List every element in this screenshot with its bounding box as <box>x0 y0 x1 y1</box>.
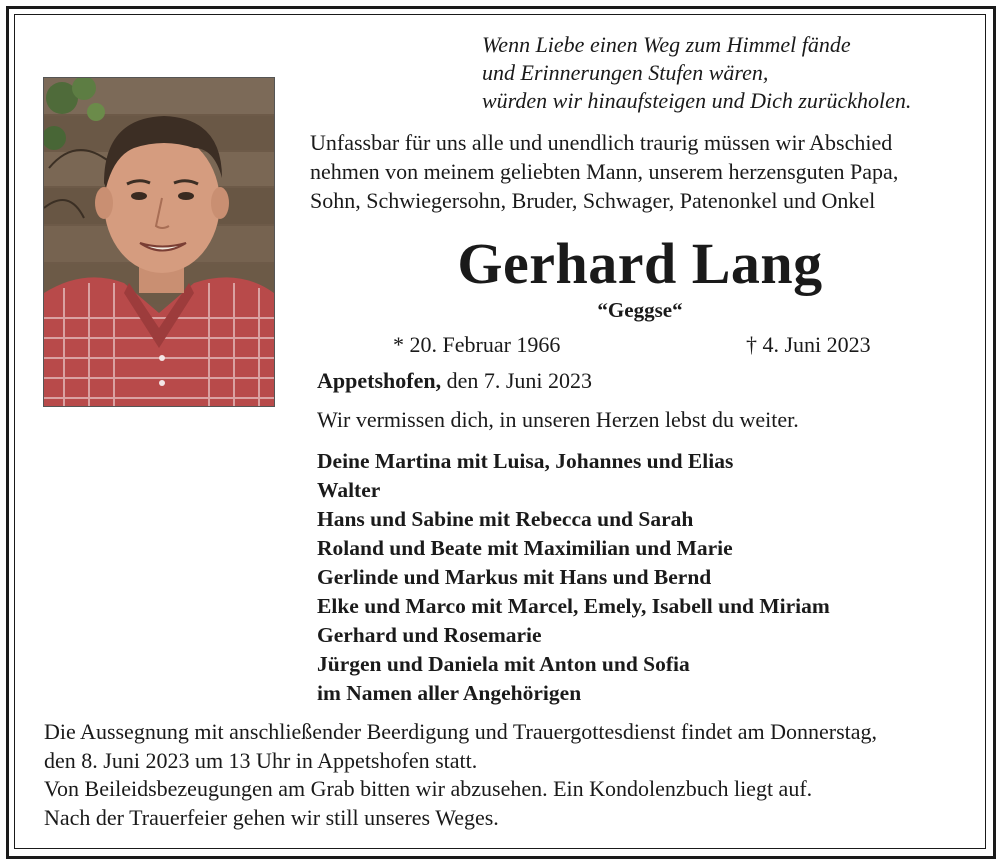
family-line: Walter <box>317 478 381 502</box>
birth-date: * 20. Februar 1966 <box>393 332 561 357</box>
funeral-notice <box>44 718 974 832</box>
poem-line: Wenn Liebe einen Weg zum Himmel fände <box>482 32 851 57</box>
notice-line: Die Aussegnung mit anschließender Beerdigung und Trauergottesdienst findet am Donnerstag, <box>44 719 878 744</box>
family-list <box>317 447 830 708</box>
family-line: Hans und Sabine mit Rebecca und Sarah <box>317 507 694 531</box>
deceased-nickname: “Geggse“ <box>597 298 683 322</box>
intro-line: nehmen von meinem geliebten Mann, unserem herzensguten Papa, <box>310 159 899 184</box>
poem-line: würden wir hinaufsteigen und Dich zurückholen. <box>482 88 912 113</box>
family-line: Deine Martina mit Luisa, Johannes und Elias <box>317 449 734 473</box>
place: Appetshofen, <box>317 368 442 393</box>
family-line: Gerhard und Rosemarie <box>317 623 542 647</box>
memorial-message: Wir vermissen dich, in unseren Herzen lebst du weiter. <box>317 407 799 432</box>
intro-line: Unfassbar für uns alle und unendlich traurig müssen wir Abschied <box>310 130 893 155</box>
family-line: im Namen aller Angehörigen <box>317 681 582 705</box>
intro-text <box>310 128 970 215</box>
notice-line: Nach der Trauerfeier gehen wir still unseres Weges. <box>44 804 499 830</box>
notice-line: den 8. Juni 2023 um 13 Uhr in Appetshofen statt. <box>44 747 478 773</box>
death-date: † 4. Juni 2023 <box>746 332 871 357</box>
family-line: Roland und Beate mit Maximilian und Marie <box>317 536 733 560</box>
poem <box>482 31 982 115</box>
date: den 7. Juni 2023 <box>441 368 593 393</box>
portrait-photo <box>43 77 275 407</box>
intro-line: Sohn, Schwiegersohn, Bruder, Schwager, Patenonkel und Onkel <box>310 188 876 213</box>
place-and-date <box>317 367 592 395</box>
deceased-name: Gerhard Lang <box>457 231 823 296</box>
poem-line: und Erinnerungen Stufen wären, <box>482 60 769 85</box>
notice-line: Von Beileidsbezeugungen am Grab bitten wir abzusehen. Ein Kondolenzbuch liegt auf. <box>44 776 813 801</box>
family-line: Elke und Marco mit Marcel, Emely, Isabell und Miriam <box>317 594 830 618</box>
family-line: Gerlinde und Markus mit Hans und Bernd <box>317 565 712 589</box>
family-line: Jürgen und Daniela mit Anton und Sofia <box>317 652 690 676</box>
